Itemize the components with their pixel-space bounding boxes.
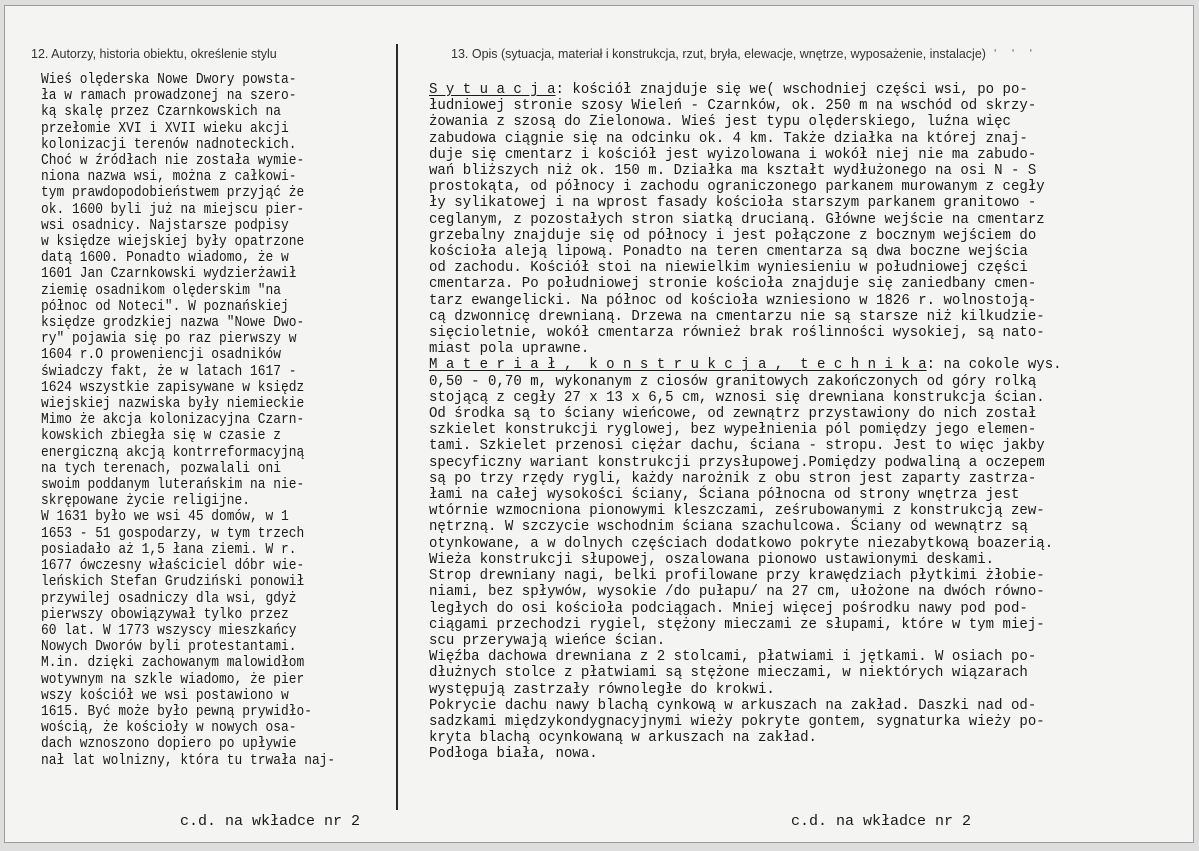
history-line: niona nazwa wsi, można z całkowi- — [41, 168, 297, 186]
history-line: 1677 ówczesny właściciel dóbr wie- — [41, 557, 305, 575]
material-line: sadzkami międzykondygnacyjnymi wieży pokryte gontem, sygnaturka wieży po- — [429, 712, 1045, 730]
material-line: stojącą z cegły 27 x 13 x 6,5 cm, wznosi się drewniana konstrukcja ścian. — [429, 388, 1045, 406]
history-line: przywilej osadniczy dla wsi, gdyż — [41, 589, 297, 607]
situation-lines — [429, 98, 1189, 357]
material-first-line-rest: : na cokole wys. — [926, 356, 1062, 374]
material-line: tami. Szkielet przenosi ciężar dachu, ściana - stropu. Jest to więc jakby — [429, 437, 1045, 455]
material-line: dłużnych stolce z płatwiami są stężone mieczami, w niektórych wiązarach — [429, 664, 1028, 682]
material-heading: M a t e r i a ł , k o n s t r u k c j a , t e c h n i k a — [429, 356, 927, 374]
history-line: ok. 1600 byli już na miejscu pier- — [41, 200, 305, 218]
history-line: skrępowane życie religijne. — [41, 492, 251, 510]
history-line: dach wznoszono dopiero po upływie — [41, 735, 297, 753]
situation-line: grzebalny znajduje się od północy i jest połączone z bocznym wejściem do — [429, 226, 1037, 244]
material-line: 0,50 - 0,70 m, wykonanym z ciosów granitowych zakończonych od góry rolką — [429, 372, 1037, 390]
history-line: wiejskiej nazwiska były niemieckie — [41, 395, 305, 413]
situation-line: prostokąta, od północy i zachodu ograniczonego parkanem murowanym z cegły — [429, 178, 1045, 196]
history-line: 60 lat. W 1773 wszyscy mieszkańcy — [41, 621, 297, 639]
form-sheet — [4, 5, 1194, 843]
history-line: posiadało aż 1,5 łana ziemi. W r. — [41, 540, 297, 558]
history-line: księdze grodzkiej nazwa "Nowe Dwo- — [41, 314, 305, 332]
situation-line: sięcioletnie, wokół cmentarza również brak roślinności wysokiej, są nato- — [429, 324, 1045, 342]
situation-line: ceglanym, z pozostałych stron siatką drucianą. Główne wejście na cmentarz — [429, 210, 1045, 228]
material-line: nętrzną. W szczycie wschodnim ściana szachulcowa. Ściany od wewnątrz są — [429, 518, 1028, 536]
situation-line: miast pola uprawne. — [429, 340, 590, 358]
material-line: ciągami przechodzi rygiel, stężony mieczami ze słupami, które w tym miej- — [429, 615, 1045, 633]
left-continuation-note: c.d. na wkładce nr 2 — [180, 813, 361, 830]
material-line: niami, bez spływów, wysokie /do pułapu/ na 27 cm, ułożone na dwóch równo- — [429, 583, 1045, 601]
history-line: nał lat wolnizny, która tu trwała naj- — [41, 751, 336, 769]
history-text — [41, 72, 393, 769]
situation-line: tarz ewangelicki. Na północ od kościoła wzniesiono w 1826 r. wolnostoją- — [429, 291, 1037, 309]
situation-line: cą dzwonnicę drewnianą. Drzewa na cmentarzu nie są starsze niż kilkudzie- — [429, 307, 1045, 325]
situation-line: cmentarza. Po południowej stronie kościoła znajduje się zaniedbany cmen- — [429, 275, 1037, 293]
history-line: na tych terenach, pozwalali oni — [41, 459, 281, 477]
history-line: wotywnym na szkle wiadomo, że pier — [41, 670, 305, 688]
situation-line: łudniowej stronie szosy Wieleń - Czarnków, ok. 250 m na wschód od skrzy- — [429, 97, 1037, 115]
material-line: specyficzny wariant konstrukcji przysłupowej.Pomiędzy podwaliną a oczepem — [429, 453, 1045, 471]
material-line: otynkowane, a w dolnych częściach dodatkowo pokryte niezabytkową boazerią. — [429, 534, 1054, 552]
history-line: Choć w źródłach nie została wymie- — [41, 152, 305, 170]
situation-line: kościoła aleją lipową. Ponadto na teren cmentarza są dwa boczne wejścia — [429, 243, 1028, 261]
material-first-line — [429, 357, 1141, 373]
right-continuation-note: c.d. na wkładce nr 2 — [791, 813, 972, 830]
material-line: Strop drewniany nagi, belki profilowane przy krawędziach płytkimi żłobie- — [429, 567, 1045, 585]
history-line: 1601 Jan Czarnkowski wydzierżawił — [41, 265, 297, 283]
section-13-title: 13. Opis (sytuacja, materiał i konstrukcja, rzut, bryła, elewacje, wnętrze, wyposażenie, instalacje) — [451, 47, 986, 61]
history-line: ziemię osadnikom olęderskim "na — [41, 281, 281, 299]
history-line: północ od Noteci". W poznańskiej — [41, 297, 289, 315]
material-line: są po trzy rzędy rygli, każdy narożnik z obu stron jest zaparty zastrza- — [429, 469, 1037, 487]
material-line: Wieża konstrukcji słupowej, oszalowana pionowo ustawionymi deskami. — [429, 550, 995, 568]
history-line: ła w ramach prowadzonej na szero- — [41, 87, 297, 105]
history-line: ry" pojawia się po raz pierwszy w — [41, 330, 297, 348]
history-line: leńskich Stefan Grudziński ponowił — [41, 573, 305, 591]
history-line: Mimo że akcja kolonizacyjna Czarn- — [41, 411, 305, 429]
history-line: M.in. dzięki zachowanym malowidłom — [41, 654, 305, 672]
material-line: Podłoga biała, nowa. — [429, 745, 598, 763]
material-line: ległych do osi kościoła podciągach. Mniej więcej pośrodku nawy pod pod- — [429, 599, 1028, 617]
section-13-header — [451, 47, 1038, 61]
situation-line: zabudowa ciągnie się na odcinku ok. 4 km. Także działka na której znaj- — [429, 129, 1028, 147]
history-line: kolonizacji terenów nadnoteckich. — [41, 135, 297, 153]
material-line: scu przerywają wieńce ścian. — [429, 631, 666, 649]
material-line: szkielet konstrukcji ryglowej, bez wypełnienia pól pomiędzy jego elemen- — [429, 421, 1037, 439]
situation-first-line-rest: : kościół znajduje się we( wschodniej części wsi, po po- — [555, 81, 1028, 98]
section-12-header — [31, 47, 277, 61]
history-line: kowskich zbiegła się w czasie z — [41, 427, 281, 445]
history-line: w księdze wiejskiej były opatrzone — [41, 233, 305, 251]
history-line: datą 1600. Ponadto wiadomo, że w — [41, 249, 289, 267]
history-line: 1604 r.O proweniencji osadników — [41, 346, 281, 364]
history-line: 1653 - 51 gospodarzy, w tym trzech — [41, 524, 305, 542]
section-12-title: 12. Autorzy, historia obiektu, określenie stylu — [31, 47, 277, 61]
column-divider — [396, 44, 398, 810]
history-line: pierwszy obowiązywał tylko przez — [41, 605, 289, 623]
situation-line: od zachodu. Kościół stoi na niewielkim wyniesieniu w południowej części — [429, 259, 1028, 277]
history-line: Nowych Dworów byli protestantami. — [41, 638, 297, 656]
material-line: Więźba dachowa drewniana z 2 stolcami, płatwiami i jętkami. W osiach po- — [429, 648, 1037, 666]
description-text — [429, 82, 1189, 763]
history-line: swoim poddanym luterańskim na nie- — [41, 476, 305, 494]
history-line: wsi osadnicy. Najstarsze podpisy — [41, 216, 289, 234]
material-line: Od środka są to ściany wieńcowe, od zewnątrz przystawiony do nich został — [429, 405, 1037, 423]
material-lines — [429, 374, 1189, 763]
material-line: Pokrycie dachu nawy blachą cynkową w arkuszach na zakład. Daszki nad od- — [429, 696, 1037, 714]
history-line: przełomie XVI i XVII wieku akcji — [41, 119, 289, 137]
material-line: występują zastrzały równoległe do krokwi. — [429, 680, 775, 698]
history-line: ką skalę przez Czarnkowskich na — [41, 103, 281, 121]
situation-line: duje się cmentarz i kościół jest wyizolowana i wokół niej nie ma zabudo- — [429, 145, 1037, 163]
history-line: 1615. Być może było pewną prywidło- — [41, 702, 312, 720]
situation-heading: S y t u a c j a — [429, 81, 556, 98]
history-line: wszy kościół we wsi postawiono w — [41, 686, 289, 704]
material-line: łami na całej wysokości ściany, Ściana północna od strony wnętrza jest — [429, 486, 1020, 504]
material-line: wtórnie wzmocniona pionowymi kleszczami, ześrubowanymi z konstrukcją zew- — [429, 502, 1045, 520]
history-line: 1624 wszystkie zapisywane w księdz — [41, 378, 305, 396]
history-line: świadczy fakt, że w latach 1617 - — [41, 362, 297, 380]
history-line: energiczną akcją kontrreformacyjną — [41, 443, 305, 461]
situation-line: wań bliższych niż ok. 150 m. Działka ma kształt wydłużonego na osi N - S — [429, 162, 1037, 180]
situation-line: żowania z szosą do Zielonowa. Wieś jest typu olęderskiego, luźna więc — [429, 113, 1011, 131]
material-line: kryta blachą ocynkowaną w arkuszach na zakład. — [429, 729, 817, 747]
header-marks: ' ' ' — [993, 47, 1039, 61]
history-line: tym prawdopodobieństwem przyjąć że — [41, 184, 305, 202]
situation-first-line — [429, 82, 1141, 98]
history-line: wością, że kościoły w nowych osa- — [41, 719, 297, 737]
history-line: Wieś olęderska Nowe Dwory powsta- — [41, 71, 297, 88]
situation-line: ły sylikatowej i na wprost fasady kościoła starszym parkanem granitowo - — [429, 194, 1037, 212]
history-line: W 1631 było we wsi 45 domów, w 1 — [41, 508, 289, 526]
